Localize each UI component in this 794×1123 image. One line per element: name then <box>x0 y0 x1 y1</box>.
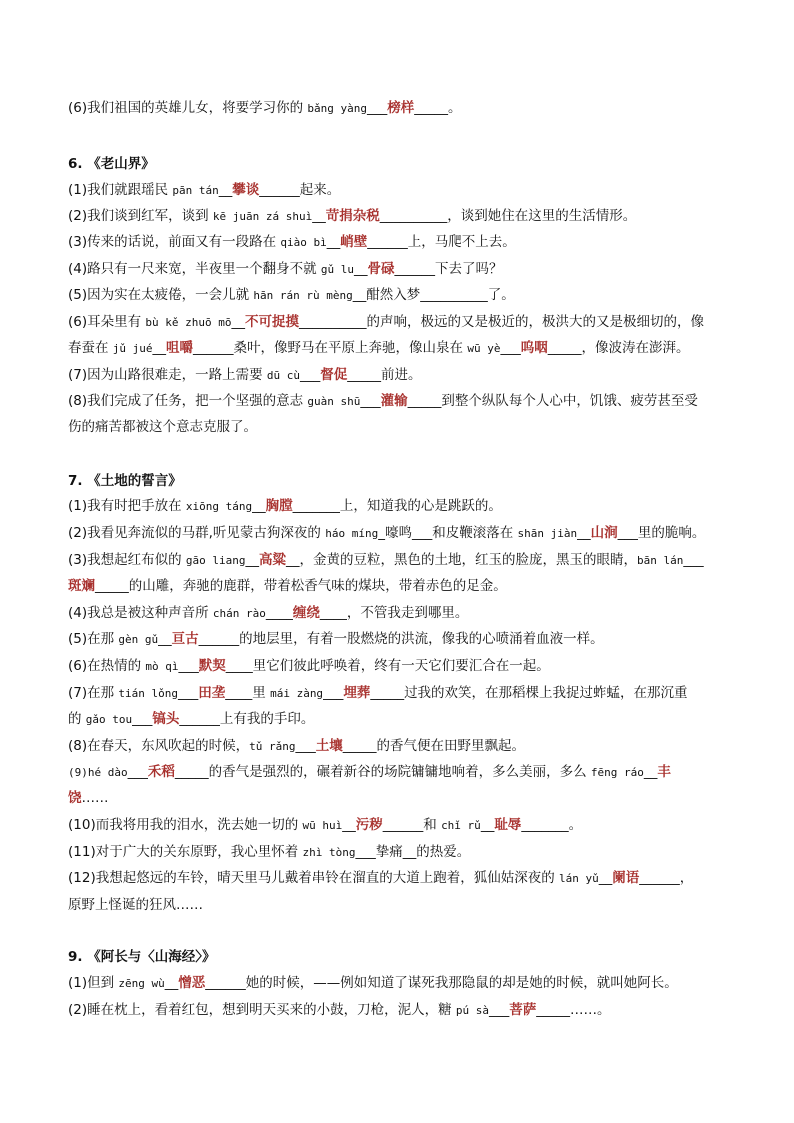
line-text: ______的地层里，有着一股燃烧的洪流，像我的心喷涌着血液一样。 <box>198 631 604 647</box>
line-text: (11)对于广大的关东原野，我心里怀着 <box>68 844 303 860</box>
line-text: _____到整个纵队每个人心中，饥饿、疲劳甚至受 <box>407 393 698 409</box>
answer-text: 默契 <box>198 658 226 674</box>
line-text: (2)我们谈到红军，谈到 <box>68 208 213 224</box>
exercise-line <box>68 260 503 279</box>
pinyin-text: xiōng táng <box>185 500 253 513</box>
line-text: __ <box>326 234 341 250</box>
exercise-line <box>68 763 671 782</box>
exercise-line <box>68 684 688 703</box>
exercise-line <box>68 392 698 411</box>
exercise-line <box>68 974 678 993</box>
line-text: ______她的时候，——例如知道了谋死我那隐鼠的却是她的时候，就叫她阿长。 <box>205 975 678 991</box>
answer-text: 督促 <box>320 367 348 383</box>
line-text: ___ <box>323 685 344 701</box>
line-text: ___ <box>178 658 199 674</box>
section-heading <box>68 155 155 173</box>
line-text: (2)我看见奔流似的马群,听见蒙古狗深夜的 <box>68 525 326 541</box>
line-text: ___ <box>132 711 153 727</box>
line-text: _______上，知道我的心是跳跃的。 <box>292 498 502 514</box>
line-text: _____前进。 <box>347 367 422 383</box>
pinyin-text: jǔ jué <box>112 342 153 355</box>
line-text: ____里 <box>225 685 271 701</box>
line-text: __ <box>218 182 233 198</box>
line-text: __ <box>354 261 368 277</box>
line-text: (6)在热情的 <box>68 658 146 674</box>
line-text: ___ <box>367 100 388 116</box>
exercise-line <box>68 577 507 595</box>
line-text: 的 <box>68 711 86 727</box>
pinyin-text: tián lǒng <box>118 687 179 700</box>
line-text: (3)传来的话说，前面又有一段路在 <box>68 234 281 250</box>
line-text: 9. 《阿长与〈山海经〉》 <box>68 949 216 965</box>
line-text: __________的声响，极远的又是极近的，极洪大的又是极细切的，像 <box>299 314 705 330</box>
pinyin-text: chán rào <box>212 607 266 620</box>
answer-text: 埋葬 <box>343 685 371 701</box>
line-text: ______和 <box>382 817 442 833</box>
line-text: _嚎鸣___和皮鞭滚落在 <box>378 525 518 541</box>
exercise-line <box>68 630 604 649</box>
exercise-line <box>68 843 470 862</box>
line-text: _____，像波涛在澎湃。 <box>547 340 690 356</box>
pinyin-text: tǔ rǎng <box>249 740 296 753</box>
exercise-line <box>68 710 314 729</box>
pinyin-text: háo míng <box>325 527 379 540</box>
line-text: (6)我们祖国的英雄儿女，将要学习你的 <box>68 100 308 116</box>
pinyin-text: lán yǔ <box>559 872 599 885</box>
line-text: 7. 《土地的誓言》 <box>68 473 182 489</box>
exercise-line <box>68 233 516 252</box>
line-text: …… <box>81 790 109 806</box>
pinyin-text: guàn shū <box>307 395 361 408</box>
line-text: (8)在春天，东风吹起的时候， <box>68 738 250 754</box>
pinyin-text: bǎng yàng <box>307 102 368 115</box>
exercise-line <box>68 99 462 118</box>
line-text: ___ <box>683 552 704 568</box>
answer-text: 污秽 <box>355 817 383 833</box>
line-text: _____……。 <box>536 1002 611 1018</box>
line-text: ___ <box>178 685 199 701</box>
line-text: (7)因为山路很难走，一路上需要 <box>68 367 267 383</box>
line-text: _______。 <box>521 817 583 833</box>
exercise-line <box>68 816 582 835</box>
line-text: ____ <box>265 605 293 621</box>
exercise-line <box>68 286 515 305</box>
line-text: ___挚痛__的热爱。 <box>355 844 471 860</box>
line-text: __ <box>231 314 246 330</box>
exercise-line <box>68 551 704 570</box>
line-text: ______上，马爬不上去。 <box>367 234 516 250</box>
exercise-line <box>68 789 109 807</box>
exercise-line <box>68 524 705 543</box>
answer-text: 土壤 <box>315 738 343 754</box>
line-text: (1)我有时把手放在 <box>68 498 186 514</box>
pinyin-text: gǔ lu <box>320 263 355 276</box>
pinyin-text: qiào bì <box>280 236 327 249</box>
line-text: (6)耳朵里有 <box>68 314 146 330</box>
section-heading <box>68 948 215 966</box>
pinyin-text: mái zàng <box>270 687 324 700</box>
pinyin-text: zhì tòng <box>302 846 356 859</box>
line-text: 6. 《老山界》 <box>68 156 155 172</box>
answer-text: 禾稻 <box>147 764 175 780</box>
line-text: (4)我总是被这种声音所 <box>68 605 213 621</box>
line-text: ______， <box>639 870 694 886</box>
line-text: (2)睡在枕上，看着红包，想到明天买来的小鼓，刀枪，泥人，糖 <box>68 1002 456 1018</box>
line-text: 伤的痛苦都被这个意志克服了。 <box>68 419 257 435</box>
line-text: (5)在那 <box>68 631 119 647</box>
answer-text: 峭壁 <box>340 234 368 250</box>
exercise-line <box>68 207 636 226</box>
line-text: (12)我想起悠远的车铃，晴天里马儿戴着串铃在溜直的大道上跑着，狐仙姑深夜的 <box>68 870 560 886</box>
exercise-line <box>68 313 704 332</box>
pinyin-text: pān tán <box>172 184 219 197</box>
answer-text: 咀嚼 <box>166 340 194 356</box>
line-text: __________，谈到她住在这里的生活情形。 <box>379 208 637 224</box>
exercise-line <box>68 339 689 358</box>
line-text: 春蚕在 <box>68 340 113 356</box>
exercise-line <box>68 181 340 200</box>
answer-text: 镐头 <box>152 711 180 727</box>
answer-text: 榜样 <box>387 100 415 116</box>
answer-text: 阑语 <box>612 870 640 886</box>
pinyin-text: (9)hé dào <box>68 766 128 779</box>
exercise-line <box>68 896 203 914</box>
exercise-line <box>68 657 550 676</box>
exercise-line <box>68 604 468 623</box>
line-text: ___ <box>295 738 316 754</box>
answer-text: 山涧 <box>590 525 618 541</box>
exercise-line <box>68 497 502 516</box>
pinyin-text: chǐ rǔ <box>441 819 481 832</box>
line-text: ___ <box>489 1002 510 1018</box>
answer-text: 斑斓 <box>68 578 95 594</box>
pinyin-text: shān jiàn <box>517 527 578 540</box>
line-text: _____的山雕，奔驰的鹿群，带着松香气味的煤块，带着赤色的足金。 <box>95 578 507 594</box>
line-text: (10)而我将用我的泪水，洗去她一切的 <box>68 817 303 833</box>
line-text: 原野上怪诞的狂风…… <box>68 897 203 913</box>
line-text: _____的香气便在田野里飘起。 <box>342 738 525 754</box>
line-text: ____里它们彼此呼唤着，终有一天它们要汇合在一起。 <box>225 658 550 674</box>
line-text: (7)在那 <box>68 685 119 701</box>
answer-text: 田垄 <box>198 685 226 701</box>
section-heading <box>68 472 182 490</box>
answer-text: 骨碌 <box>367 261 395 277</box>
line-text: ___ <box>360 393 381 409</box>
line-text: ____，不管我走到哪里。 <box>319 605 469 621</box>
pinyin-text: bù kě zhuō mō <box>145 316 232 329</box>
line-text: __ <box>252 498 266 514</box>
pinyin-text: kē juān zá shuì <box>212 210 313 223</box>
answer-text: 攀谈 <box>232 182 260 198</box>
line-text: (5)因为实在太疲倦，一会儿就 <box>68 287 254 303</box>
pinyin-text: zēng wù <box>118 977 165 990</box>
line-text: ___ <box>127 764 148 780</box>
answer-text: 亘古 <box>171 631 199 647</box>
line-text: (1)我们就跟瑶民 <box>68 182 173 198</box>
answer-text: 饶 <box>68 790 82 806</box>
pinyin-text: hān rán rù mèng <box>253 289 353 302</box>
line-text: __ <box>245 552 260 568</box>
line-text: __ <box>480 817 495 833</box>
line-text: ___ <box>300 367 321 383</box>
line-text: __，金黄的豆粒，黑色的土地，红玉的脸庞，黑玉的眼睛， <box>286 552 638 568</box>
pinyin-text: dū cù <box>266 369 301 382</box>
pinyin-text: bān lán <box>637 554 684 567</box>
exercise-line <box>68 366 422 385</box>
answer-text: 耻辱 <box>494 817 522 833</box>
line-text: __ <box>643 764 658 780</box>
answer-text: 丰 <box>657 764 671 780</box>
line-text: _____过我的欢笑，在那稻棵上我捉过蚱蜢，在那沉重 <box>370 685 688 701</box>
pinyin-text: wū huì <box>302 819 343 832</box>
line-text: __ <box>164 975 179 991</box>
line-text: __ <box>312 208 326 224</box>
line-text: _____。 <box>414 100 462 116</box>
answer-text: 菩萨 <box>509 1002 537 1018</box>
pinyin-text: fēng ráo <box>590 766 644 779</box>
exercise-line <box>68 418 257 436</box>
answer-text: 缠绕 <box>292 605 320 621</box>
exercise-line <box>68 869 693 888</box>
line-text: ______下去了吗？ <box>394 261 503 277</box>
answer-text: 呜咽 <box>520 340 548 356</box>
exercise-line <box>68 1001 611 1020</box>
line-text: __ <box>598 870 613 886</box>
pinyin-text: mò qì <box>145 660 179 673</box>
pinyin-text: gǎo tou <box>85 713 133 726</box>
exercise-line <box>68 737 525 756</box>
answer-text: 高粱 <box>259 552 287 568</box>
pinyin-text: gāo liang <box>185 554 246 567</box>
line-text: __ <box>342 817 356 833</box>
pinyin-text: gèn gǔ <box>118 633 159 646</box>
answer-text: 灌输 <box>380 393 408 409</box>
line-text: ______上有我的手印。 <box>179 711 315 727</box>
line-text: ______起来。 <box>259 182 341 198</box>
answer-text: 苛捐杂税 <box>325 208 380 224</box>
answer-text: 不可捉摸 <box>245 314 300 330</box>
line-text: __ <box>577 525 591 541</box>
answer-text: 胸膛 <box>265 498 293 514</box>
line-text: (4)路只有一尺来宽，半夜里一个翻身不就 <box>68 261 321 277</box>
line-text: __酣然入梦__________了。 <box>352 287 515 303</box>
line-text: __ <box>152 340 167 356</box>
pinyin-text: wū yè <box>467 342 501 355</box>
line-text: ___里的脆响。 <box>617 525 706 541</box>
answer-text: 憎恶 <box>178 975 206 991</box>
line-text: __ <box>158 631 172 647</box>
pinyin-text: pú sà <box>455 1004 490 1017</box>
line-text: ___ <box>500 340 521 356</box>
line-text: (8)我们完成了任务，把一个坚强的意志 <box>68 393 308 409</box>
line-text: (1)但到 <box>68 975 119 991</box>
line-text: (3)我想起红布似的 <box>68 552 186 568</box>
line-text: _____的香气是强烈的，碾着新谷的场院镛镛地响着，多么美丽，多么 <box>174 764 591 780</box>
line-text: ______桑叶，像野马在平原上奔驰，像山泉在 <box>193 340 468 356</box>
